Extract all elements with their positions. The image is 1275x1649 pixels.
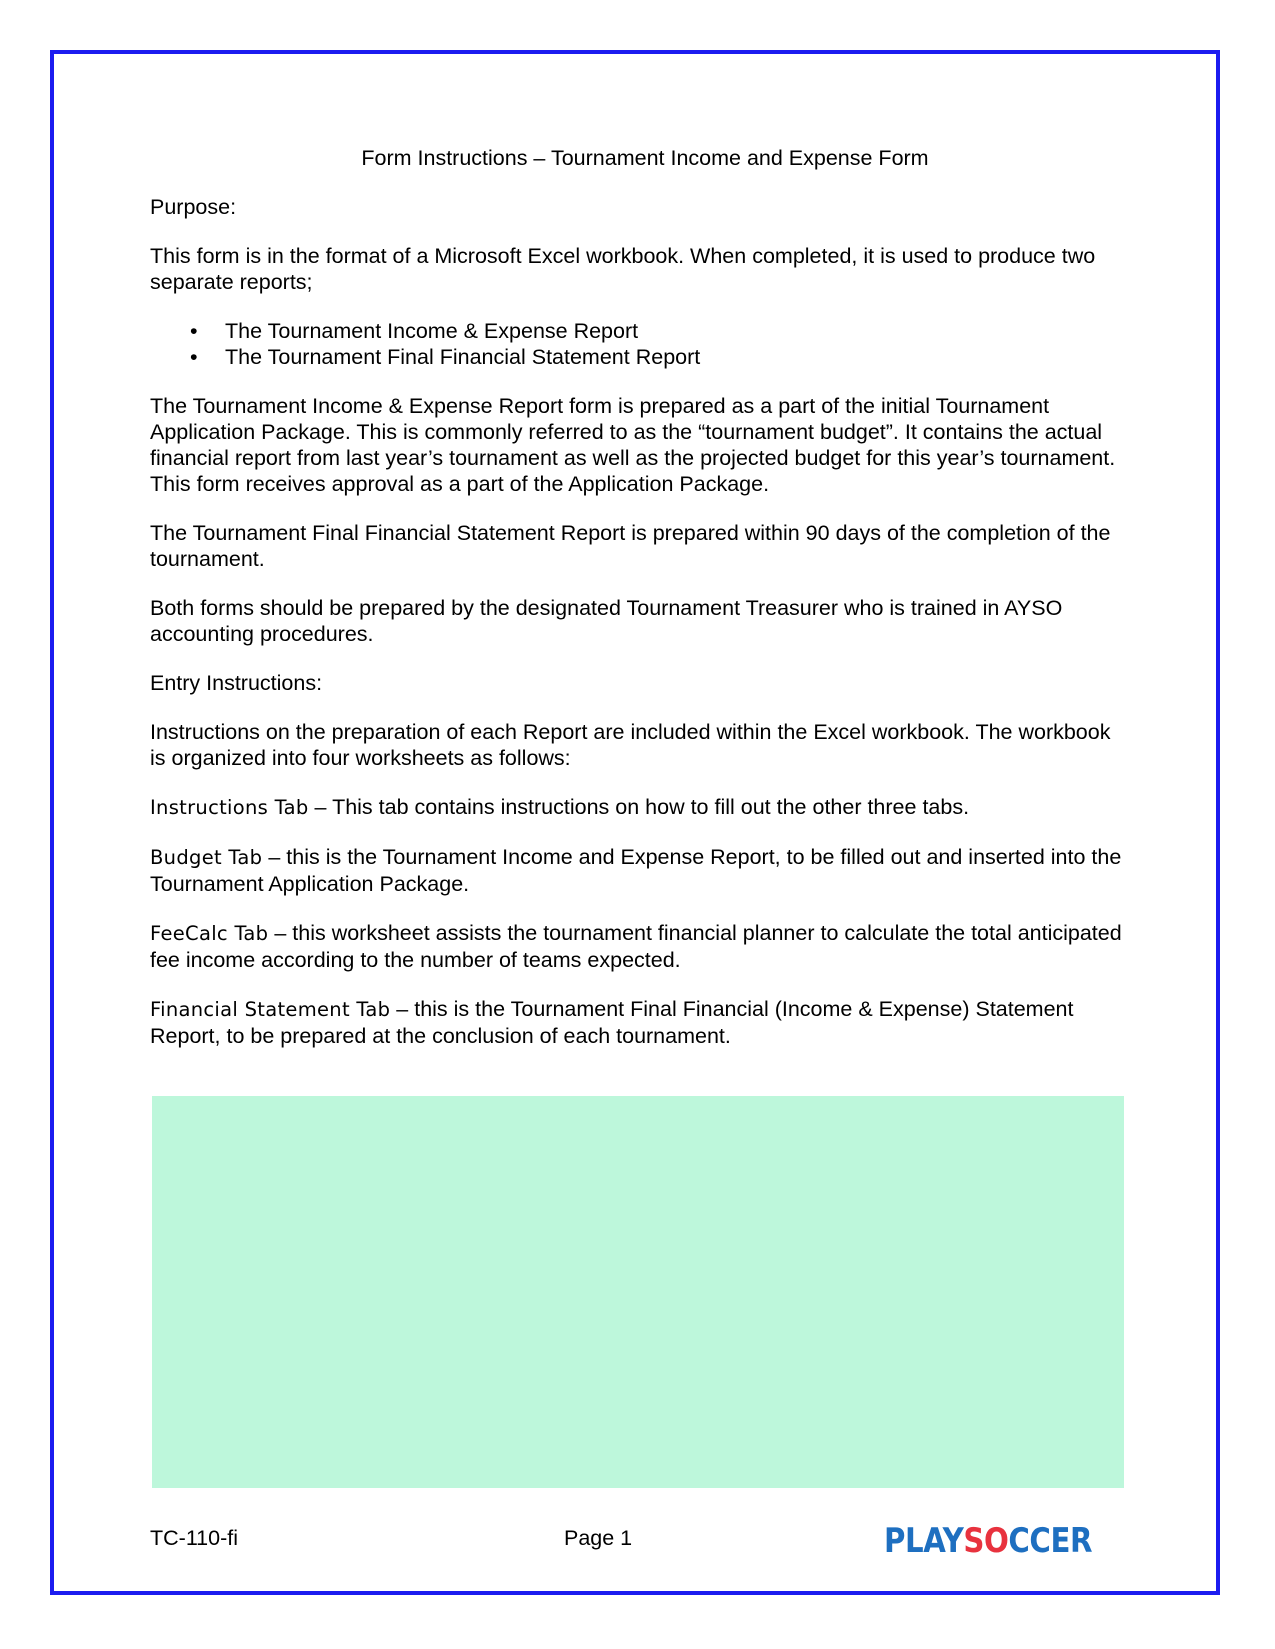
tab-name: Financial Statement Tab [150,998,391,1021]
green-placeholder-box [152,1096,1124,1488]
document-title: Form Instructions – Tournament Income and Expense Form [361,146,929,170]
both-forms-paragraph: Both forms should be prepared by the designated Tournament Treasurer who is trained in AYSO accounting procedures. [150,596,1063,646]
purpose-heading: Purpose: [150,195,237,219]
final-statement-paragraph: The Tournament Final Financial Statement Report is prepared within 90 days of the completion of the tournament. [150,521,1111,571]
document-body [150,145,1130,1049]
bullet-icon: • [190,345,198,369]
tab-name: Budget Tab [150,846,263,869]
reports-list [150,318,1130,370]
tab-description: – this is the Tournament Income and Expense Report, to be filled out and inserted into the Tournament Application Package. [150,845,1122,896]
feecalc-tab-paragraph [150,920,1130,973]
bullet-icon: • [190,319,198,343]
entry-intro-paragraph: Instructions on the preparation of each Report are included within the Excel workbook. The workbook is organized into four worksheets as follows: [150,720,1111,770]
form-code: TC-110-fi [150,1526,239,1550]
entry-heading: Entry Instructions: [150,671,323,695]
tab-description: – this worksheet assists the tournament financial planner to calculate the total anticipated fee income according to the number of teams expected. [150,921,1122,972]
instructions-tab-paragraph [150,794,1130,821]
tab-description: – this is the Tournament Final Financial (Income & Expense) Statement Report, to be prepared at the conclusion of each tournament. [150,997,1074,1048]
playsoccer-logo: PLAYSOCCER [884,1521,1093,1561]
financial-statement-tab-paragraph [150,996,1130,1049]
list-item: • The Tournament Income & Expense Report [190,319,639,343]
income-expense-paragraph: The Tournament Income & Expense Report form is prepared as a part of the initial Tournament Application Package. This is commonly referred to as the “tournament budget”. It contains the actual financial report from last year’s tournament as well as the projected budget for this year’s tournament. This form receives approval as a part of the Application Package. [150,394,1116,496]
intro-paragraph: This form is in the format of a Microsoft Excel workbook. When completed, it is used to produce two separate reports; [150,244,1096,294]
budget-tab-paragraph [150,844,1130,897]
list-item: • The Tournament Final Financial Statement Report [190,345,701,369]
tab-name: Instructions Tab [150,796,309,819]
tab-description: – This tab contains instructions on how to fill out the other three tabs. [308,795,970,819]
page-number: Page 1 [564,1526,633,1550]
tab-name: FeeCalc Tab [150,922,269,945]
